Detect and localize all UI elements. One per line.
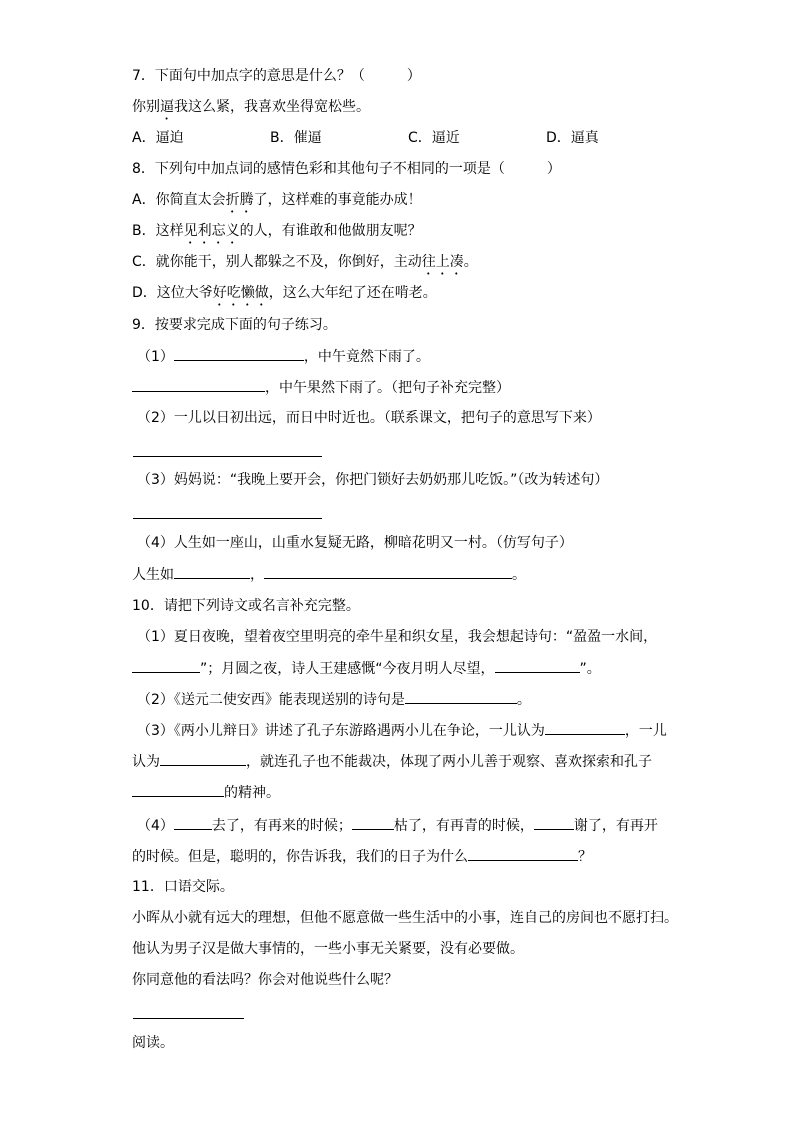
- q10-blank-3b[interactable]: [160, 751, 246, 766]
- q10-blank-4d[interactable]: [468, 846, 578, 861]
- q7-title: 7．下面句中加点字的意思是什么？（ ）: [132, 68, 421, 84]
- q9-part4: （4）人生如一座山，山重水复疑无路，柳暗花明又一村。（仿写句子）: [137, 535, 573, 551]
- q10-part2: （2）《送元二使安西》能表现送别的诗句是 。: [137, 689, 531, 710]
- q9-part1: （1） ，中午竟然下雨了。: [137, 346, 430, 367]
- q8-option-b[interactable]: B．这样见利忘义的人，有谁敢和他做朋友呢？: [132, 223, 422, 239]
- q10-part3-line1: （3）《两小儿辩日》讲述了孔子东游路遇两小儿在争论，一儿认为 ，一儿: [137, 720, 667, 741]
- q10-part1-line1: （1）夏日夜晚，望着夜空里明亮的牵牛星和织女星，我会想起诗句：“盈盈一水间，: [137, 629, 658, 645]
- q10-blank-3c[interactable]: [132, 782, 224, 797]
- q10-part4-line1: （4） 去了，有再来的时候； 枯了，有再青的时候， 谢了，有再开: [137, 815, 658, 836]
- q10-blank-1b[interactable]: [495, 658, 580, 673]
- q8-option-c[interactable]: C．就你能干，别人都躲之不及，你倒好，主动往上凑。: [132, 254, 478, 270]
- q7-options: [132, 128, 684, 148]
- q11-title: 11．口语交际。: [132, 879, 234, 895]
- q11-answer-line[interactable]: [133, 1018, 244, 1019]
- q10-blank-4a[interactable]: [174, 815, 212, 830]
- q10-blank-1a[interactable]: [132, 658, 200, 673]
- q10-blank-4b[interactable]: [352, 815, 394, 830]
- q10-part3-line3: 的精神。: [132, 782, 280, 803]
- q10-title: 10．请把下列诗文或名言补充完整。: [132, 598, 360, 614]
- q10-blank-4c[interactable]: [534, 815, 574, 830]
- q9-answer-line-2[interactable]: [133, 456, 322, 457]
- q7-sentence: 你别逼我这么紧，我喜欢坐得宽松些。: [132, 99, 370, 115]
- q8-option-a[interactable]: A．你简直太会折腾了，这样难的事竟能办成！: [132, 192, 422, 208]
- q10-blank-3a[interactable]: [545, 720, 625, 735]
- q9-blank-1[interactable]: [174, 346, 304, 361]
- q9-part4-answer: 人生如 ， 。: [132, 564, 526, 585]
- q11-line1: 小晖从小就有远大的理想，但他不愿意做一些生活中的小事，连自己的房间也不愿打扫。: [132, 910, 678, 926]
- q9-title: 9．按要求完成下面的句子练习。: [132, 317, 337, 333]
- q10-part1-line2: ”；月圆之夜，诗人王建感慨“今夜月明人尽望， ”。: [132, 658, 601, 679]
- q7-option-d[interactable]: D．逼真: [546, 130, 599, 146]
- q9-part2: （2）一儿以日初出远，而日中时近也。（联系课文，把句子的意思写下来）: [137, 410, 601, 426]
- q10-part4-line2: 的时候。但是，聪明的，你告诉我，我们的日子为什么 ？: [132, 846, 592, 867]
- q9-answer-line-3[interactable]: [133, 518, 322, 519]
- q7-dotted-char: 逼: [160, 99, 174, 115]
- q9-blank-4a[interactable]: [174, 564, 250, 579]
- q11-line3: 你同意他的看法吗？你会对他说些什么呢？: [132, 972, 398, 988]
- q11-line2: 他认为男子汉是做大事情的，一些小事无关紧要，没有必要做。: [132, 941, 524, 957]
- q10-part3-line2: 认为 ，就连孔子也不能裁决，体现了两小儿善于观察、喜欢探索和孔子: [132, 751, 652, 772]
- q8-option-d[interactable]: D．这位大爷好吃懒做，这么大年纪了还在啃老。: [132, 285, 437, 301]
- q8-title: 8．下列句中加点词的感情色彩和其他句子不相同的一项是（ ）: [132, 161, 561, 177]
- reading-heading: 阅读。: [132, 1035, 174, 1051]
- q9-blank-2[interactable]: [132, 377, 265, 392]
- q10-blank-2[interactable]: [405, 689, 517, 704]
- q9-blank-4b[interactable]: [264, 564, 512, 579]
- q9-part1-line2: ，中午果然下雨了。（把句子补充完整）: [132, 377, 510, 398]
- q7-option-c[interactable]: C．逼近: [408, 130, 460, 146]
- q7-option-b[interactable]: B．催逼: [270, 130, 322, 146]
- q7-option-a[interactable]: A．逼迫: [132, 130, 184, 146]
- q9-part3: （3）妈妈说：“我晚上要开会，你把门锁好去奶奶那儿吃饭。”（改为转述句）: [137, 472, 609, 488]
